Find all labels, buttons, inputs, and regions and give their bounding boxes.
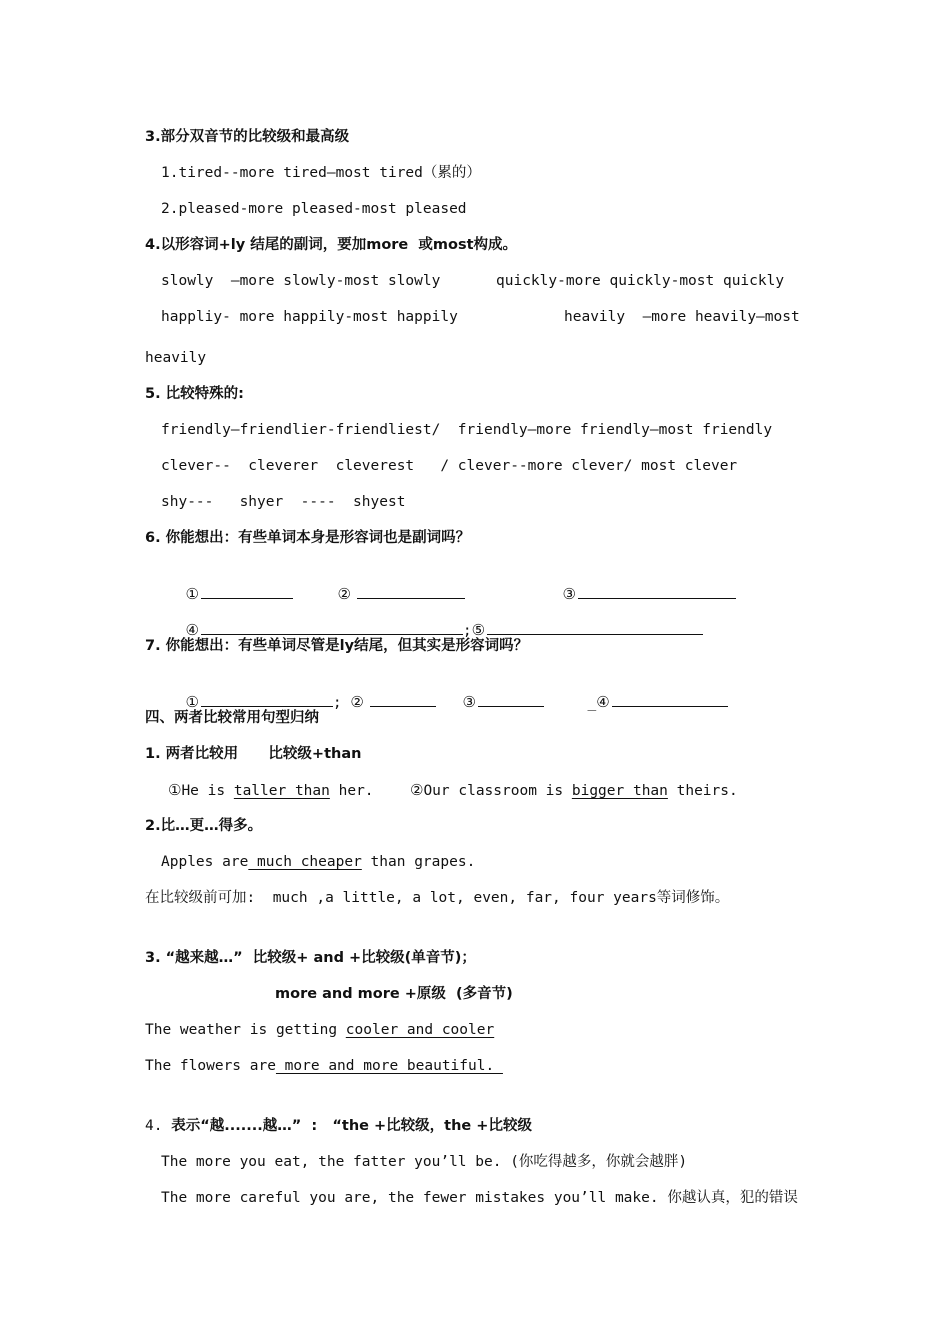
answer-blank-1[interactable] bbox=[201, 692, 333, 707]
section-7-blanks-row bbox=[168, 672, 436, 713]
blank-5-marker: ⑤ bbox=[471, 621, 486, 639]
pattern-1-example-2 bbox=[410, 780, 738, 801]
pattern-4-example-1: The more you eat, the fatter you’ll be. (你吃得越多，你就会越胖) bbox=[161, 1154, 688, 1170]
answer-blank-4[interactable] bbox=[612, 692, 728, 707]
section-5-line-friendly: friendly—friendlier-friendliest/ friendly—more friendly—most friendly bbox=[161, 422, 773, 438]
example-text: Apples are bbox=[161, 854, 249, 870]
pattern-4-heading: 表示“越.......越…” : “the +比较级，the +比较级 bbox=[171, 1118, 532, 1134]
pattern-1-example-1 bbox=[168, 780, 374, 801]
pattern-3-example-2 bbox=[145, 1056, 503, 1076]
pattern-2-heading: 2.比…更…得多。 bbox=[145, 818, 263, 834]
section-4-example-quickly: quickly-more quickly-most quickly bbox=[496, 273, 785, 289]
section-5-line-clever: clever-- cleverer cleverest / clever--more clever/ most clever bbox=[161, 458, 738, 474]
section-7-heading: 7. 你能想出：有些单词尽管是ly结尾，但其实是形容词吗？ bbox=[145, 638, 529, 654]
pattern-1-heading: 1. 两者比较用 比较级+than bbox=[145, 746, 362, 762]
blank-3-marker: ③ bbox=[462, 693, 476, 711]
underlined-phrase: much cheaper bbox=[248, 854, 362, 870]
example-1-marker: ① bbox=[168, 781, 182, 799]
section-3-heading: 3.部分双音节的比较级和最高级 bbox=[145, 129, 350, 145]
example-text: her. bbox=[329, 783, 374, 799]
example-2-marker: ② bbox=[410, 781, 424, 799]
pattern-4-example-2: The more careful you are, the fewer mistakes you’ll make. 你越认真，犯的错误 bbox=[161, 1190, 798, 1206]
answer-blank-5[interactable] bbox=[487, 620, 703, 635]
blank-2-marker: ② bbox=[350, 693, 364, 711]
pattern-4-heading-line bbox=[145, 1116, 532, 1136]
pattern-3-heading: 3. “越来越…” 比较级+ and +比较级(单音节)； bbox=[145, 950, 476, 966]
section-4-example-slowly: slowly –more slowly-most slowly bbox=[161, 273, 441, 289]
section-6-blank-3-wrap bbox=[545, 564, 736, 605]
blank-separator: ; bbox=[462, 623, 472, 639]
answer-blank-4[interactable] bbox=[201, 620, 463, 635]
example-text: Our classroom is bbox=[423, 783, 572, 799]
section-7-blank-4-wrap bbox=[570, 672, 728, 713]
answer-blank-2[interactable] bbox=[357, 584, 465, 599]
part-4-heading: 四、两者比较常用句型归纳 bbox=[145, 710, 319, 726]
answer-blank-2[interactable] bbox=[370, 692, 436, 707]
answer-blank-1[interactable] bbox=[201, 584, 293, 599]
underlined-phrase: bigger than bbox=[571, 783, 668, 799]
pattern-3-example-1 bbox=[145, 1020, 494, 1040]
blank-2-marker: ② bbox=[337, 585, 351, 603]
blank-separator: ; bbox=[332, 695, 342, 711]
section-6-heading: 6. 你能想出：有些单词本身是形容词也是副词吗？ bbox=[145, 530, 471, 546]
example-text: than grapes. bbox=[361, 854, 476, 870]
blank-1-marker: ① bbox=[185, 585, 199, 603]
example-text: The flowers are bbox=[145, 1058, 276, 1074]
blank-4-marker: ④ bbox=[185, 621, 199, 639]
blank-4-prefix: _ bbox=[587, 695, 597, 711]
blank-4-marker: ④ bbox=[596, 693, 610, 711]
pattern-2-example bbox=[161, 852, 475, 872]
pattern-4-number: 4. bbox=[145, 1118, 172, 1134]
blank-1-marker: ① bbox=[185, 693, 199, 711]
answer-blank-3[interactable] bbox=[578, 584, 736, 599]
section-7-blank-3-wrap bbox=[445, 672, 544, 713]
section-4-example-heavily-cont: heavily bbox=[145, 350, 207, 366]
answer-blank-3[interactable] bbox=[478, 692, 544, 707]
example-text: theirs. bbox=[667, 783, 738, 799]
section-6-blanks-row-1 bbox=[168, 564, 293, 605]
section-4-example-heavily: heavily –more heavily—most bbox=[564, 309, 800, 325]
section-5-line-shy: shy--- shyer ---- shyest bbox=[161, 494, 406, 510]
underlined-phrase: more and more beautiful. bbox=[275, 1058, 503, 1074]
section-4-heading: 4.以形容词+ly 结尾的副词，要加more 或most构成。 bbox=[145, 237, 517, 253]
pattern-3-subheading: more and more +原级 (多音节) bbox=[275, 986, 513, 1002]
underlined-phrase: cooler and cooler bbox=[345, 1022, 495, 1038]
section-3-line-2: 2.pleased-more pleased-most pleased bbox=[161, 201, 467, 217]
example-text: He is bbox=[181, 783, 234, 799]
section-4-example-happily: happliy- more happily-most happily bbox=[161, 309, 458, 325]
section-3-line-1: 1.tired--more tired—most tired（累的） bbox=[161, 165, 481, 181]
pattern-2-note: 在比较级前可加: much ,a little, a lot, even, far, four years等词修饰。 bbox=[145, 890, 730, 906]
underlined-phrase: taller than bbox=[233, 783, 330, 799]
section-6-blanks-row-2 bbox=[168, 600, 703, 641]
section-6-blank-2-wrap bbox=[320, 564, 465, 605]
section-5-heading: 5. 比较特殊的: bbox=[145, 386, 244, 402]
blank-3-marker: ③ bbox=[562, 585, 576, 603]
example-text: The weather is getting bbox=[145, 1022, 346, 1038]
